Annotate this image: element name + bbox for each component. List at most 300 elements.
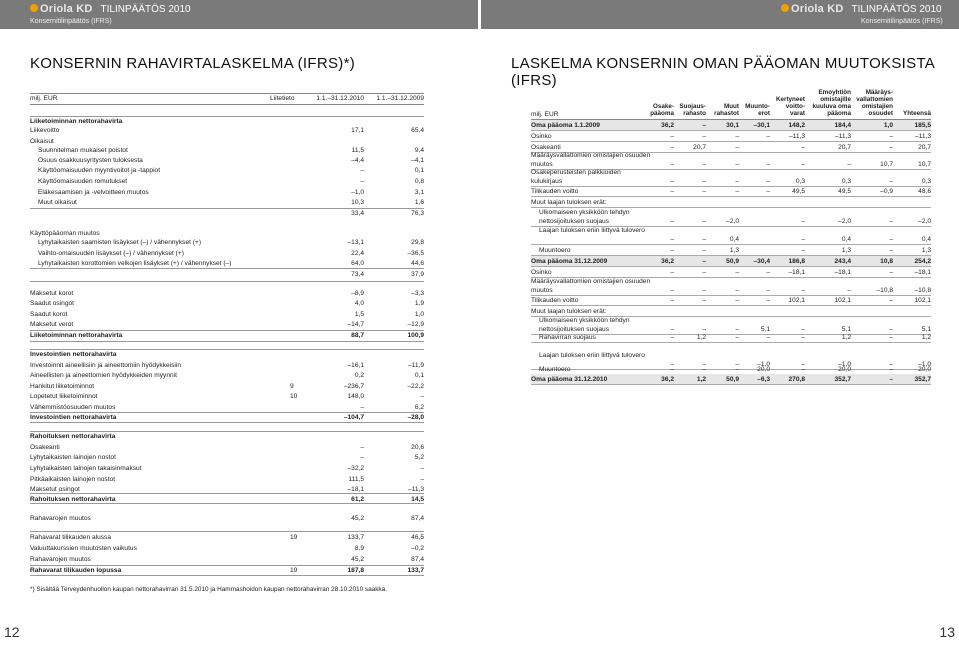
value-2009: 37,9 xyxy=(411,271,424,278)
table-row-label: Rahoituksen nettorahavirta xyxy=(30,496,116,503)
table-cell: – xyxy=(801,218,805,225)
table-cell: 243,4 xyxy=(834,258,851,265)
table-row-label: Liiketoiminnan nettorahavirta xyxy=(30,332,123,339)
table-cell: – xyxy=(801,287,805,294)
table-cell: – xyxy=(702,297,706,304)
page-number-right: 13 xyxy=(939,624,955,640)
table-row-label: Lopetetut liiketoiminnot xyxy=(30,393,98,400)
page-title-right: LASKELMA KONSERNIN OMAN PÄÄOMAN MUUTOKSISTA (IFRS) xyxy=(511,55,935,89)
value-2010: – xyxy=(360,178,364,185)
table-cell: – xyxy=(847,161,851,168)
table-cell: – xyxy=(702,326,706,333)
table-cell: – xyxy=(735,178,739,185)
rule xyxy=(30,104,424,105)
column-header: Yhteensä xyxy=(903,110,931,117)
note-ref: 19 xyxy=(290,567,298,574)
table-row-label: Muut laajan tuloksen erät: xyxy=(531,199,607,206)
table-cell: – xyxy=(702,361,706,368)
table-cell: –30,1 xyxy=(753,122,770,129)
value-2009: 29,8 xyxy=(411,239,424,246)
table-row-label: Muuntoero xyxy=(539,366,571,373)
table-cell: – xyxy=(889,236,893,243)
value-2010: –13,1 xyxy=(347,239,364,246)
table-row-label: Rahoituksen nettorahavirta xyxy=(30,433,116,440)
table-row-label: Vähemmistöosuuden muutos xyxy=(30,404,116,411)
table-cell: 36,2 xyxy=(661,376,674,383)
rule xyxy=(30,349,424,350)
value-2009: – xyxy=(420,476,424,483)
table-row-label: Muut laajan tuloksen erät: xyxy=(531,308,607,315)
value-2009: 1,0 xyxy=(414,311,424,318)
table-cell: 50,9 xyxy=(726,376,739,383)
page-title-left: KONSERNIN RAHAVIRTALASKELMA (IFRS)*) xyxy=(30,55,356,72)
table-cell: 20,7 xyxy=(918,144,931,151)
table-cell: – xyxy=(702,161,706,168)
table-cell: –1,0 xyxy=(757,361,770,368)
table-cell: – xyxy=(801,366,805,373)
value-2010: –236,7 xyxy=(343,383,364,390)
table-cell: 1,2 xyxy=(841,334,851,341)
table-cell: – xyxy=(670,188,674,195)
value-2009: 1,6 xyxy=(414,199,424,206)
rule xyxy=(531,342,931,343)
table-row-label: Rahavarat tilikauden alussa xyxy=(30,534,112,541)
table-row-label: Osakeperusteisten palkkioiden kulukirjaus xyxy=(531,169,621,185)
value-2009: 20,6 xyxy=(411,444,424,451)
column-header: Kertyneet voitto- varat xyxy=(775,96,805,117)
table-row-label: Tilikauden voitto xyxy=(531,188,579,195)
table-cell: – xyxy=(670,236,674,243)
table-row-label: Valuuttakurssien muutosten vaikutus xyxy=(30,545,137,552)
header-caption: Konsernitilinpäätös (IFRS) xyxy=(30,18,112,25)
table-row-label: Investointien nettorahavirta xyxy=(30,351,117,358)
value-2010: 133,7 xyxy=(347,534,364,541)
table-cell: – xyxy=(889,361,893,368)
table-row-label: Pitkäaikaisten lainojen nostot xyxy=(30,476,116,483)
value-2009: 87,4 xyxy=(411,515,424,522)
table-cell: –2,0 xyxy=(838,218,851,225)
table-cell: –0,9 xyxy=(880,188,893,195)
footnote: *) Sisältää Terveydenhuollon kaupan nettorahavirran 31.5.2010 ja Hammashoidon kaupan nettorahavirran 28.10.2010 saakka. xyxy=(30,586,387,593)
rule xyxy=(30,341,424,342)
table-cell: 352,7 xyxy=(914,376,931,383)
table-cell: 102,1 xyxy=(834,297,851,304)
table-cell: –30,4 xyxy=(753,258,770,265)
table-cell: – xyxy=(766,287,770,294)
rule xyxy=(531,130,931,131)
table-cell: – xyxy=(801,326,805,333)
table-cell: – xyxy=(889,269,893,276)
value-2010: – xyxy=(360,454,364,461)
value-2009: 3,1 xyxy=(414,189,424,196)
rule xyxy=(531,384,931,385)
table-cell: 50,9 xyxy=(726,258,739,265)
value-2010: 17,1 xyxy=(351,127,364,134)
table-cell: –1,0 xyxy=(838,361,851,368)
value-2009: 1,9 xyxy=(414,300,424,307)
table-cell: – xyxy=(766,178,770,185)
table-cell: – xyxy=(766,161,770,168)
table-cell: 0,3 xyxy=(841,178,851,185)
table-row-label: Muuntoero xyxy=(539,247,571,254)
rule xyxy=(30,493,424,494)
value-2009: 9,4 xyxy=(414,147,424,154)
table-cell: –2,0 xyxy=(726,218,739,225)
table-row-label: Saadut osingot xyxy=(30,300,74,307)
table-row-label: Osakeanti xyxy=(30,444,60,451)
value-2010: 45,2 xyxy=(351,556,364,563)
table-cell: –6,3 xyxy=(757,376,770,383)
table-cell: 0,3 xyxy=(921,178,931,185)
value-2010: 64,0 xyxy=(351,260,364,267)
value-2009: 44,6 xyxy=(411,260,424,267)
table-cell: – xyxy=(702,133,706,140)
table-cell: – xyxy=(702,287,706,294)
table-cell: – xyxy=(735,133,739,140)
table-row-label: Määräysvallattomien omistajien osuuden muutos xyxy=(531,278,651,294)
table-cell: – xyxy=(670,161,674,168)
table-row-label: Maksetut verot xyxy=(30,321,74,328)
table-cell: –18,1 xyxy=(914,269,931,276)
table-cell: – xyxy=(670,247,674,254)
value-2010: 33,4 xyxy=(351,210,364,217)
table-row-label: Oma pääoma 1.1.2009 xyxy=(531,122,600,129)
table-cell: 49,5 xyxy=(792,188,805,195)
table-cell: – xyxy=(889,376,893,383)
table-row-label: Aineellisten ja aineettomien hyödykkeiden myynnit xyxy=(30,372,177,379)
table-cell: 185,5 xyxy=(914,122,931,129)
rule xyxy=(30,431,424,432)
value-2009: 0,8 xyxy=(414,178,424,185)
table-cell: – xyxy=(801,247,805,254)
table-row-label: Määräysvallattomien omistajien osuuden muutos xyxy=(531,152,651,168)
table-row-label: Laajan tuloksen eriin liittyvä tulovero xyxy=(539,227,645,234)
value-2009: 76,3 xyxy=(411,210,424,217)
table-row-label: Oma pääoma 31.12.2009 xyxy=(531,258,608,265)
table-cell: – xyxy=(735,334,739,341)
table-row-label: Suunnitelman mukaiset poistot xyxy=(38,147,128,154)
column-header: 1.1.–31.12.2009 xyxy=(376,95,424,102)
table-cell: 186,8 xyxy=(788,258,805,265)
rule xyxy=(531,141,931,142)
table-row-label: Osuus osakkuusyritysten tuloksesta xyxy=(38,157,143,164)
table-row-label: Oma pääoma 31.12.2010 xyxy=(531,376,608,383)
value-2009: –11,3 xyxy=(407,486,424,493)
table-row-label: Käyttöomaisuuden myyntivoitot ja -tappiot xyxy=(38,167,161,174)
table-cell: – xyxy=(670,361,674,368)
table-row-label: Investoinnit aineellisiin ja aineettomiin hyödykkeisiin xyxy=(30,362,182,369)
table-cell: – xyxy=(847,287,851,294)
table-cell: – xyxy=(801,334,805,341)
value-2009: 87,4 xyxy=(411,556,424,563)
table-row-label: Maksetut korot xyxy=(30,290,74,297)
table-row-label: Käyttöpääoman muutos xyxy=(30,230,100,237)
table-row-label: Ulkomaiseen yksikköön tehdyn nettosijoituksen suojaus xyxy=(539,317,630,333)
table-cell: 270,8 xyxy=(788,376,805,383)
value-2010: 22,4 xyxy=(351,250,364,257)
value-2009: –0,2 xyxy=(411,545,424,552)
table-row-label: Osinko xyxy=(531,133,552,140)
rule xyxy=(30,281,424,282)
rule xyxy=(30,208,424,209)
table-row-label: Lyhytaikaisten korottomien velkojen lisäykset (+) / vähennykset (–) xyxy=(38,260,232,267)
table-row-label: Osinko xyxy=(531,269,552,276)
column-header: Muunto- erot xyxy=(745,103,770,117)
value-2010: 1,5 xyxy=(354,311,364,318)
table-cell: – xyxy=(670,287,674,294)
column-header: Liitetieto xyxy=(270,95,295,102)
table-cell: – xyxy=(889,247,893,254)
table-row-label: Hankitut liiketoiminnot xyxy=(30,383,95,390)
table-cell: 20,0 xyxy=(838,366,851,373)
table-row-label: Rahavarojen muutos xyxy=(30,556,91,563)
table-cell: – xyxy=(702,178,706,185)
table-cell: 102,1 xyxy=(914,297,931,304)
table-cell: 1,3 xyxy=(729,247,739,254)
table-cell: – xyxy=(670,297,674,304)
table-cell: 5,1 xyxy=(841,326,851,333)
table-cell: – xyxy=(766,334,770,341)
table-row-label: Rahavirran suojaus xyxy=(539,334,596,341)
page-number-left: 12 xyxy=(4,624,20,640)
rule xyxy=(30,565,424,566)
value-2010: –32,2 xyxy=(347,465,364,472)
column-header: Muut rahastot xyxy=(714,103,739,117)
table-cell: –2,0 xyxy=(918,218,931,225)
table-cell: – xyxy=(670,326,674,333)
table-cell: 184,4 xyxy=(834,122,851,129)
table-cell: – xyxy=(670,218,674,225)
table-cell: 10,7 xyxy=(880,161,893,168)
table-cell: – xyxy=(702,247,706,254)
table-cell: – xyxy=(889,334,893,341)
note-ref: 10 xyxy=(290,393,298,400)
header-band-left xyxy=(0,0,478,29)
table-cell: – xyxy=(801,361,805,368)
value-2010: 111,5 xyxy=(348,476,364,483)
column-header: Suojaus- rahasto xyxy=(679,103,706,117)
table-row-label: Vaihto-omaisuuden lisäykset (–) / vähennykset (+) xyxy=(38,250,184,257)
table-cell: – xyxy=(702,258,706,265)
value-2009: – xyxy=(420,465,424,472)
table-cell: 0,4 xyxy=(841,236,851,243)
table-row-label: Lyhytaikaisten lainojen takaisinmaksut xyxy=(30,465,142,472)
value-2010: –8,9 xyxy=(351,290,364,297)
table-row-label: Rahavarojen muutos xyxy=(30,515,91,522)
table-cell: – xyxy=(735,269,739,276)
table-cell: 1,3 xyxy=(921,247,931,254)
table-cell: – xyxy=(889,144,893,151)
value-2010: 10,3 xyxy=(351,199,364,206)
table-cell: – xyxy=(702,269,706,276)
value-2010: 11,5 xyxy=(351,147,364,154)
table-cell: 0,3 xyxy=(795,178,805,185)
rule xyxy=(30,412,424,413)
table-cell: – xyxy=(801,161,805,168)
note-ref: 19 xyxy=(290,534,298,541)
column-header: Määräys- vallattomien omistajien osuudet xyxy=(856,89,893,117)
brand-logo-right: Oriola KD TILINPÄÄTÖS 2010 xyxy=(781,3,942,15)
value-2010: –104,7 xyxy=(343,414,364,421)
table-cell: 10,8 xyxy=(880,258,893,265)
value-2009: 14,5 xyxy=(411,496,424,503)
value-2009: 5,2 xyxy=(414,454,424,461)
table-cell: – xyxy=(670,144,674,151)
rule xyxy=(30,268,424,269)
value-2009: 6,2 xyxy=(414,404,424,411)
table-cell: – xyxy=(702,188,706,195)
rule xyxy=(30,330,424,331)
table-row-label: Muut oikaisut xyxy=(38,199,77,206)
table-cell: 1,2 xyxy=(696,334,706,341)
table-cell: – xyxy=(735,144,739,151)
column-header: Osake- pääoma xyxy=(650,103,674,117)
table-cell: 5,1 xyxy=(760,326,770,333)
table-cell: – xyxy=(670,269,674,276)
table-cell: 36,2 xyxy=(661,122,674,129)
table-cell: 254,2 xyxy=(914,258,931,265)
table-row-label: Maksetut osingot xyxy=(30,486,80,493)
value-2010: – xyxy=(360,404,364,411)
table-cell: –10,8 xyxy=(876,287,893,294)
rule xyxy=(531,196,931,197)
rule xyxy=(30,575,424,576)
brand-mark-icon xyxy=(30,4,38,12)
value-2009: –4,1 xyxy=(411,157,424,164)
table-cell: – xyxy=(670,366,674,373)
table-row-label: Käyttöomaisuuden romutukset xyxy=(38,178,128,185)
section-label: TILINPÄÄTÖS 2010 xyxy=(100,4,191,15)
column-header: Emoyhtiön omistajille kuuluva oma pääoma xyxy=(812,89,851,117)
unit-label: milj. EUR xyxy=(531,111,559,118)
value-2010: –16,1 xyxy=(347,362,364,369)
value-2009: –11,9 xyxy=(407,362,424,369)
value-2010: –14,7 xyxy=(347,321,364,328)
table-cell: 10,7 xyxy=(918,161,931,168)
table-cell: 20,7 xyxy=(838,144,851,151)
table-cell: – xyxy=(766,297,770,304)
value-2010: 61,2 xyxy=(351,496,364,503)
table-cell: 0,4 xyxy=(729,236,739,243)
table-row-label: Oikaisut xyxy=(30,138,54,145)
table-cell: – xyxy=(889,218,893,225)
table-cell: – xyxy=(735,188,739,195)
value-2009: 100,9 xyxy=(407,332,424,339)
value-2009: – xyxy=(420,393,424,400)
table-row-label: Laajan tuloksen eriin liittyvä tulovero xyxy=(539,352,645,359)
table-cell: –11,3 xyxy=(788,133,805,140)
table-cell: 5,1 xyxy=(921,326,931,333)
column-header: milj. EUR xyxy=(30,95,58,102)
table-row-label: Eläkesaamisen ja -velvoitteen muutos xyxy=(38,189,149,196)
table-cell: – xyxy=(702,236,706,243)
table-cell: 102,1 xyxy=(788,297,805,304)
table-cell: 48,6 xyxy=(918,188,931,195)
table-cell: –18,1 xyxy=(834,269,851,276)
rule xyxy=(531,266,931,267)
table-cell: 49,5 xyxy=(838,188,851,195)
table-cell: 1,2 xyxy=(696,376,706,383)
table-cell: – xyxy=(735,297,739,304)
table-cell: – xyxy=(766,269,770,276)
table-row-label: Ulkomaiseen yksikköön tehdyn nettosijoituksen suojaus xyxy=(539,209,630,225)
table-cell: – xyxy=(889,133,893,140)
value-2010: –18,1 xyxy=(347,486,364,493)
note-ref: 9 xyxy=(290,383,294,390)
table-cell: – xyxy=(766,133,770,140)
table-cell: 1,0 xyxy=(883,122,893,129)
table-cell: 352,7 xyxy=(834,376,851,383)
table-cell: – xyxy=(670,334,674,341)
rule xyxy=(30,503,424,504)
table-row-label: Saadut korot xyxy=(30,311,68,318)
table-cell: 20,0 xyxy=(757,366,770,373)
rule xyxy=(531,305,931,306)
table-cell: – xyxy=(670,133,674,140)
value-2010: –4,4 xyxy=(351,157,364,164)
value-2010: 45,2 xyxy=(351,515,364,522)
value-2010: 148,0 xyxy=(347,393,364,400)
column-header: 1.1.–31.12.2010 xyxy=(316,95,364,102)
value-2009: 0,1 xyxy=(414,167,424,174)
table-cell: –10,8 xyxy=(914,287,931,294)
table-cell: –11,3 xyxy=(914,133,931,140)
section-label: TILINPÄÄTÖS 2010 xyxy=(851,4,942,15)
value-2010: 4,0 xyxy=(354,300,364,307)
value-2009: 65,4 xyxy=(411,127,424,134)
table-cell: 20,0 xyxy=(918,366,931,373)
table-cell: 148,2 xyxy=(788,122,805,129)
table-cell: – xyxy=(801,144,805,151)
value-2009: –12,9 xyxy=(407,321,424,328)
table-cell: 1,3 xyxy=(841,247,851,254)
value-2009: –28,0 xyxy=(407,414,424,421)
table-row-label: Liikevoitto xyxy=(30,127,60,134)
header-band-right xyxy=(481,0,959,29)
table-cell: – xyxy=(735,161,739,168)
table-row-label: Rahavarat tilikauden lopussa xyxy=(30,567,122,574)
value-2009: 133,7 xyxy=(407,567,424,574)
value-2010: –1,0 xyxy=(351,189,364,196)
header-caption: Konsernitilinpäätös (IFRS) xyxy=(861,18,943,25)
table-row-label: Lyhytaikaisten saamisten lisäykset (–) / vähennykset (+) xyxy=(38,239,202,246)
brand-mark-icon xyxy=(781,4,789,12)
table-cell: – xyxy=(735,361,739,368)
value-2010: 8,9 xyxy=(354,545,364,552)
table-cell: –18,1 xyxy=(788,269,805,276)
table-row-label: Investointien nettorahavirta xyxy=(30,414,117,421)
rule xyxy=(531,244,931,245)
value-2009: 46,5 xyxy=(411,534,424,541)
table-cell: 36,2 xyxy=(661,258,674,265)
table-cell: – xyxy=(889,366,893,373)
table-row-label: Liiketoiminnan nettorahavirta xyxy=(30,118,123,125)
value-2009: –3,3 xyxy=(411,290,424,297)
value-2009: –22,2 xyxy=(407,383,424,390)
value-2010: 187,8 xyxy=(347,567,364,574)
table-row-label: Tilikauden voitto xyxy=(531,297,579,304)
table-cell: – xyxy=(735,326,739,333)
table-cell: 0,4 xyxy=(921,236,931,243)
rule xyxy=(30,116,424,117)
brand-logo-left: Oriola KD TILINPÄÄTÖS 2010 xyxy=(30,3,191,15)
value-2010: 88,7 xyxy=(351,332,364,339)
rule xyxy=(30,531,424,532)
table-cell: – xyxy=(702,122,706,129)
table-cell: – xyxy=(702,366,706,373)
table-cell: – xyxy=(889,326,893,333)
value-2009: 0,1 xyxy=(414,372,424,379)
